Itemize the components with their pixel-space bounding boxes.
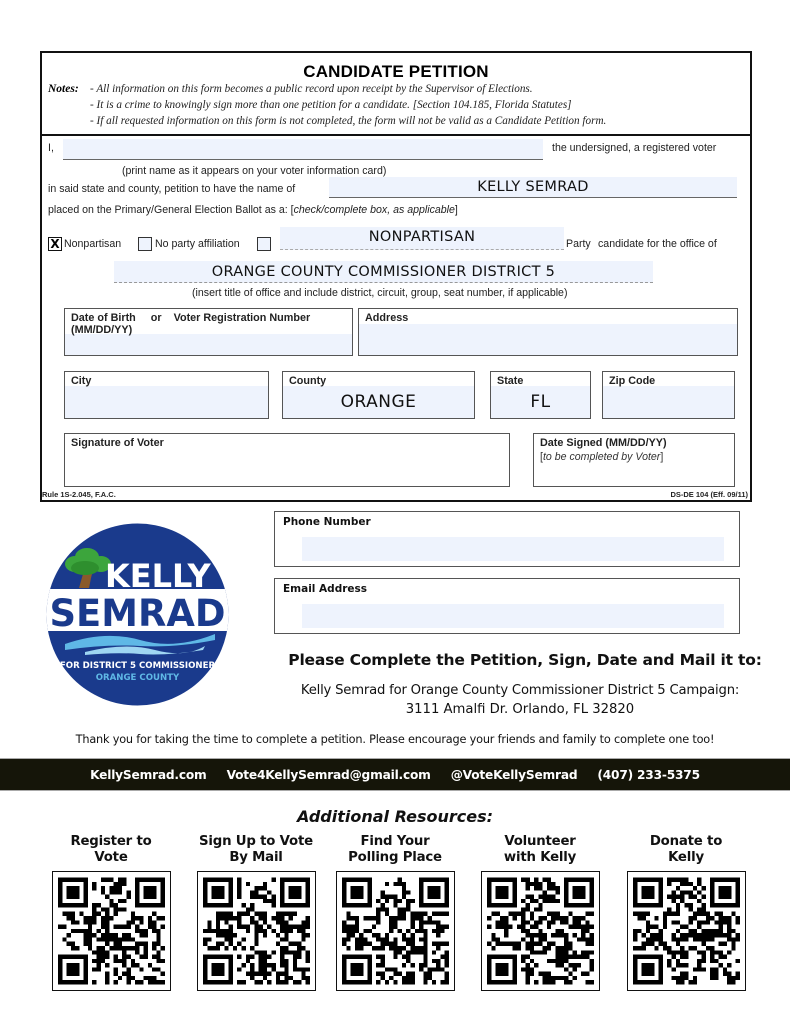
resource-title — [470, 834, 610, 867]
hint-open: [ — [540, 451, 543, 463]
website-link[interactable]: KellySemrad.com — [90, 767, 207, 782]
qr-finder-pattern — [489, 880, 515, 906]
signature-label: Signature of Voter — [71, 437, 164, 449]
ballot-placement-close: ] — [454, 204, 458, 216]
print-name-hint: (print name as it appears on your voter information card) — [122, 165, 387, 177]
resource-title-line2: By Mail — [229, 849, 283, 865]
print-name-input[interactable] — [63, 139, 543, 160]
qr-code-icon[interactable] — [481, 871, 600, 991]
logo-graphic — [45, 522, 230, 707]
date-signed-label: Date Signed (MM/DD/YY) — [540, 437, 667, 449]
campaign-logo — [45, 522, 230, 707]
hint-close: ] — [660, 451, 664, 463]
state-label: State — [497, 375, 524, 387]
resource-title-line1: Volunteer — [504, 834, 576, 849]
dob-or-voter-number-field[interactable] — [64, 308, 353, 356]
resource-title-line2: with Kelly — [503, 849, 577, 865]
county-field[interactable] — [282, 371, 475, 419]
email-link[interactable]: Vote4KellySemrad@gmail.com — [226, 767, 431, 782]
form-header — [42, 53, 750, 136]
office-title-field[interactable]: ORANGE COUNTY COMMISSIONER DISTRICT 5 — [114, 261, 653, 283]
logo-county: ORANGE COUNTY — [95, 673, 180, 683]
dob-input-area[interactable] — [65, 334, 352, 355]
resource-title-line1: Find Your — [360, 834, 430, 849]
qr-finder-pattern — [60, 957, 86, 983]
resource-title-line1: Sign Up to Vote — [199, 834, 313, 849]
qr-code-icon[interactable] — [627, 871, 746, 991]
email-address-input[interactable] — [302, 604, 724, 628]
qr-code-graphic — [58, 877, 165, 985]
address-label: Address — [365, 312, 409, 324]
ballot-placement-text — [48, 204, 458, 216]
qr-finder-pattern — [282, 880, 308, 906]
mailing-recipient: Kelly Semrad for Orange County Commissioner District 5 Campaign: — [300, 683, 740, 698]
qr-code-graphic — [633, 877, 740, 985]
qr-code-graphic — [487, 877, 594, 985]
resource-title-line2: Polling Place — [348, 849, 442, 865]
resource-polling-place — [325, 834, 465, 991]
county-value: ORANGE — [340, 392, 417, 412]
logo-tagline: FOR DISTRICT 5 COMMISSIONER — [59, 661, 216, 671]
resource-title-line2: Vote — [94, 849, 128, 865]
qr-finder-pattern — [489, 957, 515, 983]
qr-finder-pattern — [205, 957, 231, 983]
qr-finder-pattern — [712, 880, 738, 906]
address-input-area[interactable] — [359, 324, 737, 355]
office-of-text: candidate for the office of — [598, 238, 717, 250]
qr-code-icon[interactable] — [52, 871, 171, 991]
resource-vote-by-mail — [186, 834, 326, 991]
form-title: CANDIDATE PETITION — [303, 62, 489, 81]
dob-label — [71, 312, 310, 336]
note-public-record: - All information on this form becomes a public record upon receipt by the Supervisor of Elections. — [90, 83, 533, 95]
qr-finder-pattern — [635, 880, 661, 906]
email-address-field[interactable] — [274, 578, 740, 634]
nonpartisan-checkbox[interactable]: X — [48, 237, 62, 251]
resource-title — [616, 834, 756, 867]
qr-finder-pattern — [566, 880, 592, 906]
qr-finder-pattern — [344, 957, 370, 983]
zip-code-label: Zip Code — [609, 375, 656, 387]
address-field[interactable] — [358, 308, 738, 356]
phone-number-field[interactable] — [274, 511, 740, 567]
qr-code-graphic — [203, 877, 310, 985]
resource-title — [41, 834, 181, 867]
qr-finder-pattern — [205, 880, 231, 906]
date-signed-hint — [540, 451, 663, 463]
qr-code-icon[interactable] — [336, 871, 455, 991]
qr-finder-pattern — [421, 880, 447, 906]
signature-field[interactable] — [64, 433, 510, 487]
ballot-placement-prefix: placed on the Primary/General Election Ballot as a: [ — [48, 204, 294, 216]
nonpartisan-label: Nonpartisan — [64, 238, 122, 250]
office-hint: (insert title of office and include district, circuit, group, seat number, if applicable) — [192, 287, 568, 299]
qr-code-icon[interactable] — [197, 871, 316, 991]
resource-title-line2: Kelly — [668, 849, 704, 865]
dob-format-hint: (MM/DD/YY) — [71, 324, 133, 336]
phone-link[interactable]: (407) 233-5375 — [597, 767, 700, 782]
email-address-label: Email Address — [283, 583, 368, 595]
resources-heading: Additional Resources: — [296, 807, 494, 826]
no-party-affiliation-label: No party affiliation — [155, 238, 240, 250]
form-id: DS-DE 104 (Eff. 09/11) — [670, 490, 748, 499]
note-completion-required: - If all requested information on this form is not completed, the form will not be valid as a Candidate Petition form. — [90, 115, 607, 127]
city-input-area[interactable] — [65, 386, 268, 418]
rule-reference: Rule 1S-2.045, F.A.C. — [42, 490, 116, 499]
qr-code-graphic — [342, 877, 449, 985]
dob-label-text: Date of Birth or Voter Registration Number — [71, 312, 311, 324]
candidate-name-field[interactable]: KELLY SEMRAD — [329, 177, 737, 198]
party-name-field[interactable]: NONPARTISAN — [280, 227, 564, 250]
social-handle-link[interactable]: @VoteKellySemrad — [450, 767, 578, 782]
phone-number-label: Phone Number — [283, 516, 371, 528]
resource-title — [186, 834, 326, 867]
state-value: FL — [530, 392, 551, 412]
resource-register-to-vote — [41, 834, 181, 991]
ballot-placement-instruction: check/complete box, as applicable — [293, 204, 455, 216]
resource-donate — [616, 834, 756, 991]
party-checkbox[interactable] — [257, 237, 271, 251]
petition-statement: in said state and county, petition to have the name of — [48, 183, 296, 195]
note-crime-warning: - It is a crime to knowingly sign more than one petition for a candidate. [Section 104.185, Florida Statutes] — [90, 99, 572, 111]
zip-code-field[interactable] — [602, 371, 735, 419]
qr-finder-pattern — [60, 880, 86, 906]
qr-finder-pattern — [635, 957, 661, 983]
city-field[interactable] — [64, 371, 269, 419]
qr-finder-pattern — [137, 880, 163, 906]
no-party-affiliation-checkbox[interactable] — [138, 237, 152, 251]
logo-first-name: KELLY — [105, 557, 211, 595]
resource-title-line1: Register to — [70, 834, 152, 849]
logo-last-name: SEMRAD — [49, 592, 226, 635]
state-field[interactable] — [490, 371, 591, 419]
resource-title — [325, 834, 465, 867]
phone-number-input[interactable] — [302, 537, 724, 561]
county-label: County — [289, 375, 327, 387]
city-label: City — [71, 375, 92, 387]
contact-bar — [0, 758, 790, 791]
i-label: I, — [48, 142, 54, 154]
party-label: Party — [566, 238, 591, 250]
mailing-address: 3111 Amalfi Dr. Orlando, FL 32820 — [405, 702, 635, 717]
date-signed-field[interactable] — [533, 433, 735, 487]
resource-volunteer — [470, 834, 610, 991]
zip-input-area[interactable] — [603, 386, 734, 418]
notes-label: Notes: — [48, 83, 79, 95]
candidate-petition-form — [40, 51, 752, 502]
qr-finder-pattern — [344, 880, 370, 906]
mail-instructions-heading: Please Complete the Petition, Sign, Date and Mail it to: — [288, 651, 762, 669]
resource-title-line1: Donate to — [649, 834, 723, 849]
thank-you-message: Thank you for taking the time to complete a petition. Please encourage your friends and family to complete one too! — [75, 733, 715, 746]
hint-text: to be completed by Voter — [542, 451, 661, 463]
undersigned-text: the undersigned, a registered voter — [552, 142, 717, 154]
